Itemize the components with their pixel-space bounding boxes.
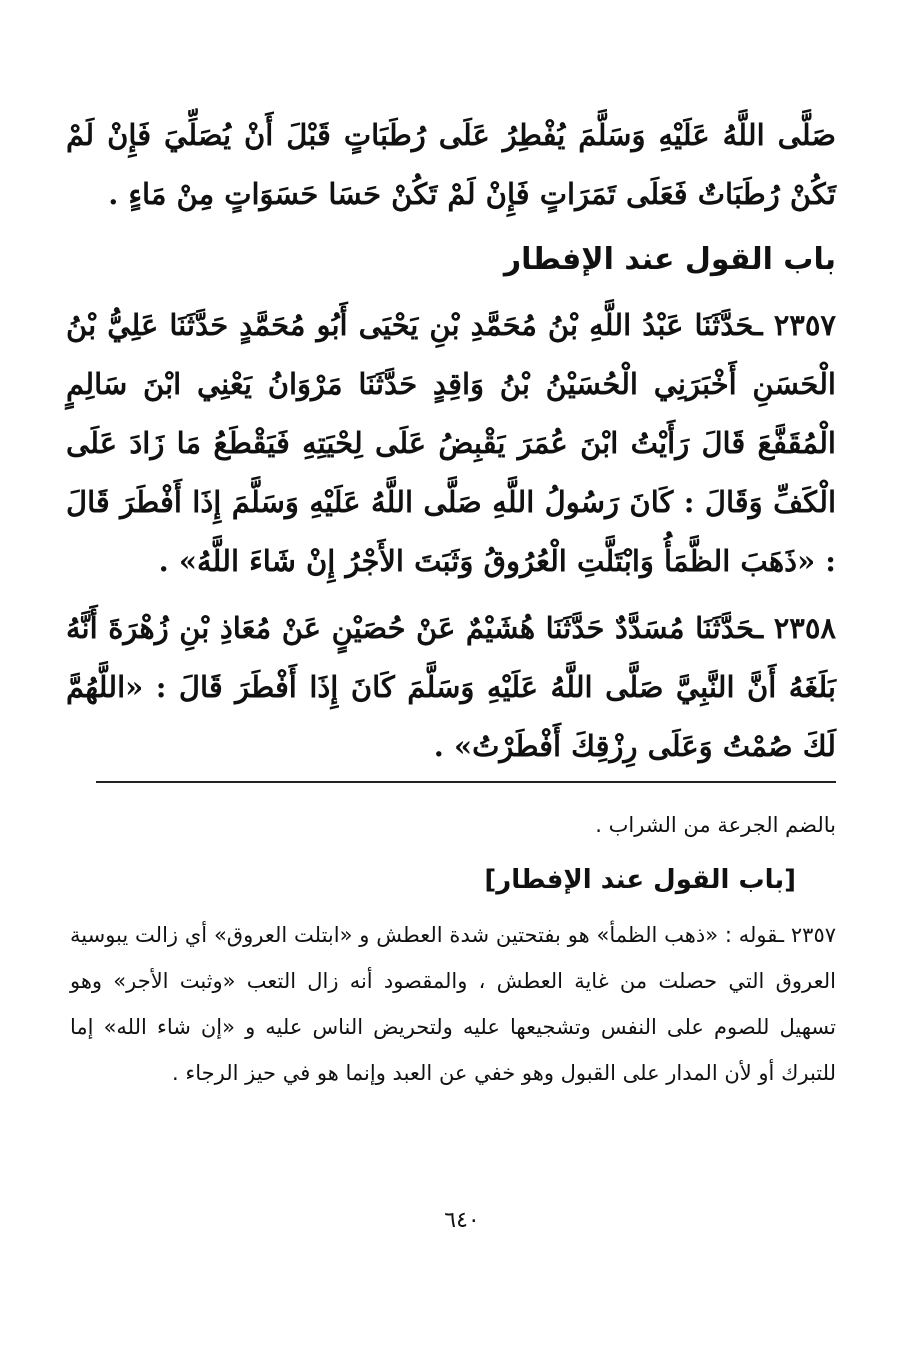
hadith-2358 <box>66 599 836 776</box>
hadith-2357-text: حَدَّثَنَا عَبْدُ اللَّهِ بْنُ مُحَمَّدِ بْنِ يَحْيَى أَبُو مُحَمَّدٍ حَدَّثَنَا عَلِيُّ بْنُ الْحَسَنِ أَخْبَرَنِي الْحُسَيْنُ بْنُ وَاقِدٍ حَدَّثَنَا مَرْوَانُ يَعْنِي ابْنَ سَالِمٍ الْمُقَفَّعَ قَالَ رَأَيْتُ ابْنَ عُمَرَ يَقْبِضُ عَلَى لِحْيَتِهِ فَيَقْطَعُ مَا زَادَ عَلَى الْكَفِّ وَقَالَ : كَانَ رَسُولُ اللَّهِ صَلَّى اللَّهُ عَلَيْهِ وَسَلَّمَ إِذَا أَفْطَرَ قَالَ : «ذَهَبَ الظَّمَأُ وَابْتَلَّتِ الْعُرُوقُ وَثَبَتَ الأَجْرُ إِنْ شَاءَ اللَّهُ» . <box>66 308 836 578</box>
commentary-text: قوله : «ذهب الظمأ» هو بفتحتين شدة العطش و «ابتلت العروق» أي زالت يبوسية العروق التي حصلت من غاية العطش ، والمقصود أنه زال التعب «وثبت الأجر» وهو تسهيل للصوم على النفس وتشجيعها عليه ولتحريض الناس عليه و «إن شاء الله» إما للتبرك أو لأن المدار على القبول وهو خفي عن العبد وإنما هو في حيز الرجاء . <box>70 923 836 1085</box>
hadith-2357 <box>66 296 836 591</box>
hadith-2358-text: حَدَّثَنَا مُسَدَّدٌ حَدَّثَنَا هُشَيْمٌ عَنْ حُصَيْنٍ عَنْ مُعَاذِ بْنِ زُهْرَةَ أَنَّهُ بَلَغَهُ أَنَّ النَّبِيَّ صَلَّى اللَّهُ عَلَيْهِ وَسَلَّمَ كَانَ إِذَا أَفْطَرَ قَالَ : «اللَّهُمَّ لَكَ صُمْتُ وَعَلَى رِزْقِكَ أَفْطَرْتُ» . <box>66 611 836 763</box>
hadith-2357-number: ٢٣٥٧ ـ <box>754 308 837 342</box>
footnote-divider <box>96 781 836 783</box>
hadith-2358-number: ٢٣٥٨ ـ <box>754 611 837 645</box>
intro-paragraph: صَلَّى اللَّهُ عَلَيْهِ وَسَلَّمَ يُفْطِرُ عَلَى رُطَبَاتٍ قَبْلَ أَنْ يُصَلِّيَ فَإِنْ لَمْ تَكُنْ رُطَبَاتٌ فَعَلَى تَمَرَاتٍ فَإِنْ لَمْ تَكُنْ حَسَا حَسَوَاتٍ مِنْ مَاءٍ . <box>66 118 836 211</box>
footnotes-block <box>70 802 836 1096</box>
footnote-chapter-heading: [باب القول عند الإفطار] <box>484 865 796 895</box>
footnote-commentary <box>70 912 836 1096</box>
commentary-number: ٢٣٥٧ ـ <box>777 923 837 947</box>
page-number: ٦٤٠ <box>444 1208 480 1233</box>
chapter-heading: باب القول عند الإفطار <box>503 242 836 277</box>
footnote-gloss: بالضم الجرعة من الشراب . <box>595 813 836 837</box>
main-text-block <box>66 106 836 776</box>
